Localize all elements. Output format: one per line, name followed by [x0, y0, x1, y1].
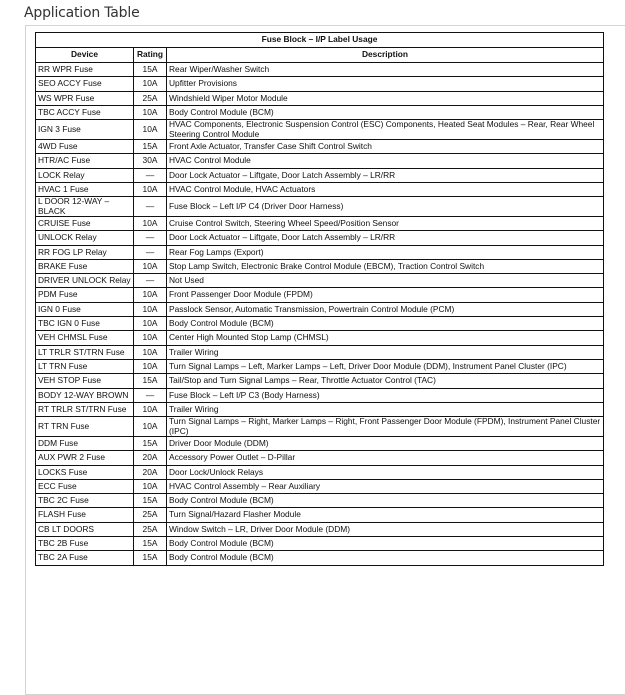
- table-row: [36, 451, 604, 465]
- device-cell: LOCK Relay: [36, 168, 134, 182]
- description-cell: Rear Fog Lamps (Export): [167, 245, 604, 259]
- table-row: [36, 77, 604, 91]
- rating-cell: 10A: [134, 217, 167, 231]
- fuse-block-table: [35, 32, 604, 566]
- table-row: [36, 91, 604, 105]
- description-cell: Body Control Module (BCM): [167, 537, 604, 551]
- table-caption-row: [36, 33, 604, 48]
- rating-cell: 25A: [134, 508, 167, 522]
- device-cell: HVAC 1 Fuse: [36, 182, 134, 196]
- rating-cell: 15A: [134, 140, 167, 154]
- rating-cell: 15A: [134, 374, 167, 388]
- rating-cell: 10A: [134, 120, 167, 140]
- device-cell: DDM Fuse: [36, 436, 134, 450]
- table-row: [36, 140, 604, 154]
- rating-cell: —: [134, 168, 167, 182]
- device-cell: TBC 2A Fuse: [36, 551, 134, 565]
- device-cell: ECC Fuse: [36, 479, 134, 493]
- device-cell: AUX PWR 2 Fuse: [36, 451, 134, 465]
- device-cell: IGN 3 Fuse: [36, 120, 134, 140]
- description-cell: Fuse Block – Left I/P C4 (Driver Door Harness): [167, 197, 604, 217]
- rating-cell: 10A: [134, 402, 167, 416]
- description-cell: Cruise Control Switch, Steering Wheel Speed/Position Sensor: [167, 217, 604, 231]
- table-row: [36, 522, 604, 536]
- table-row: [36, 259, 604, 273]
- rating-cell: 30A: [134, 154, 167, 168]
- rating-cell: 10A: [134, 359, 167, 373]
- table-row: [36, 105, 604, 119]
- device-cell: CB LT DOORS: [36, 522, 134, 536]
- rating-cell: —: [134, 388, 167, 402]
- table-row: [36, 402, 604, 416]
- rating-cell: 10A: [134, 331, 167, 345]
- device-cell: HTR/AC Fuse: [36, 154, 134, 168]
- description-cell: Body Control Module (BCM): [167, 494, 604, 508]
- table-row: [36, 331, 604, 345]
- rating-cell: 15A: [134, 436, 167, 450]
- rating-cell: 10A: [134, 417, 167, 437]
- table-row: [36, 168, 604, 182]
- rating-cell: 10A: [134, 302, 167, 316]
- description-cell: Tail/Stop and Turn Signal Lamps – Rear, Throttle Actuator Control (TAC): [167, 374, 604, 388]
- device-cell: TBC ACCY Fuse: [36, 105, 134, 119]
- table-row: [36, 388, 604, 402]
- description-cell: Turn Signal Lamps – Right, Marker Lamps – Right, Front Passenger Door Module (FPDM), Instrument Panel Cluster (IPC): [167, 417, 604, 437]
- table-row: [36, 302, 604, 316]
- description-cell: Door Lock Actuator – Liftgate, Door Latch Assembly – LR/RR: [167, 231, 604, 245]
- table-row: [36, 436, 604, 450]
- table-body: [36, 63, 604, 566]
- rating-cell: 15A: [134, 63, 167, 77]
- page-title: Application Table: [24, 5, 140, 21]
- description-cell: Upfitter Provisions: [167, 77, 604, 91]
- rating-cell: 10A: [134, 182, 167, 196]
- table-row: [36, 154, 604, 168]
- rating-cell: 10A: [134, 317, 167, 331]
- rating-cell: 20A: [134, 451, 167, 465]
- description-cell: Body Control Module (BCM): [167, 105, 604, 119]
- rating-cell: 10A: [134, 105, 167, 119]
- table-caption: Fuse Block – I/P Label Usage: [36, 33, 604, 48]
- device-cell: TBC IGN 0 Fuse: [36, 317, 134, 331]
- table-row: [36, 231, 604, 245]
- description-cell: Passlock Sensor, Automatic Transmission, Powertrain Control Module (PCM): [167, 302, 604, 316]
- rating-cell: 10A: [134, 77, 167, 91]
- rating-cell: —: [134, 197, 167, 217]
- device-cell: WS WPR Fuse: [36, 91, 134, 105]
- description-cell: Fuse Block – Left I/P C3 (Body Harness): [167, 388, 604, 402]
- description-cell: Front Passenger Door Module (FPDM): [167, 288, 604, 302]
- rating-cell: 10A: [134, 259, 167, 273]
- device-cell: LOCKS Fuse: [36, 465, 134, 479]
- table-row: [36, 537, 604, 551]
- device-cell: L DOOR 12-WAY – BLACK: [36, 197, 134, 217]
- description-cell: HVAC Control Module: [167, 154, 604, 168]
- rating-cell: —: [134, 231, 167, 245]
- table-row: [36, 63, 604, 77]
- table-row: [36, 494, 604, 508]
- device-cell: RR WPR Fuse: [36, 63, 134, 77]
- device-cell: UNLOCK Relay: [36, 231, 134, 245]
- header-description: Description: [167, 48, 604, 63]
- description-cell: Trailer Wiring: [167, 402, 604, 416]
- rating-cell: 15A: [134, 494, 167, 508]
- device-cell: 4WD Fuse: [36, 140, 134, 154]
- table-row: [36, 345, 604, 359]
- table-row: [36, 217, 604, 231]
- device-cell: PDM Fuse: [36, 288, 134, 302]
- description-cell: Body Control Module (BCM): [167, 551, 604, 565]
- description-cell: Body Control Module (BCM): [167, 317, 604, 331]
- table-row: [36, 288, 604, 302]
- description-cell: Turn Signal/Hazard Flasher Module: [167, 508, 604, 522]
- description-cell: HVAC Control Module, HVAC Actuators: [167, 182, 604, 196]
- description-cell: HVAC Control Assembly – Rear Auxiliary: [167, 479, 604, 493]
- description-cell: Front Axle Actuator, Transfer Case Shift Control Switch: [167, 140, 604, 154]
- header-rating: Rating: [134, 48, 167, 63]
- description-cell: Not Used: [167, 274, 604, 288]
- rating-cell: —: [134, 274, 167, 288]
- rating-cell: 25A: [134, 91, 167, 105]
- table-row: [36, 551, 604, 565]
- table-header-row: [36, 48, 604, 63]
- table-row: [36, 417, 604, 437]
- device-cell: VEH STOP Fuse: [36, 374, 134, 388]
- device-cell: TBC 2C Fuse: [36, 494, 134, 508]
- device-cell: TBC 2B Fuse: [36, 537, 134, 551]
- table-row: [36, 197, 604, 217]
- device-cell: BODY 12-WAY BROWN: [36, 388, 134, 402]
- description-cell: Driver Door Module (DDM): [167, 436, 604, 450]
- table-row: [36, 120, 604, 140]
- table-row: [36, 317, 604, 331]
- device-cell: LT TRLR ST/TRN Fuse: [36, 345, 134, 359]
- description-cell: Door Lock/Unlock Relays: [167, 465, 604, 479]
- table-row: [36, 374, 604, 388]
- table-row: [36, 359, 604, 373]
- device-cell: IGN 0 Fuse: [36, 302, 134, 316]
- description-cell: Trailer Wiring: [167, 345, 604, 359]
- device-cell: VEH CHMSL Fuse: [36, 331, 134, 345]
- header-device: Device: [36, 48, 134, 63]
- rating-cell: 25A: [134, 522, 167, 536]
- table-row: [36, 274, 604, 288]
- table-row: [36, 479, 604, 493]
- table-row: [36, 465, 604, 479]
- rating-cell: 10A: [134, 479, 167, 493]
- description-cell: HVAC Components, Electronic Suspension Control (ESC) Components, Heated Seat Modules – Rear, Rear Wheel Steering Control Module: [167, 120, 604, 140]
- description-cell: Windshield Wiper Motor Module: [167, 91, 604, 105]
- device-cell: RT TRLR ST/TRN Fuse: [36, 402, 134, 416]
- device-cell: CRUISE Fuse: [36, 217, 134, 231]
- rating-cell: —: [134, 245, 167, 259]
- description-cell: Rear Wiper/Washer Switch: [167, 63, 604, 77]
- description-cell: Door Lock Actuator – Liftgate, Door Latch Assembly – LR/RR: [167, 168, 604, 182]
- device-cell: SEO ACCY Fuse: [36, 77, 134, 91]
- device-cell: FLASH Fuse: [36, 508, 134, 522]
- device-cell: RR FOG LP Relay: [36, 245, 134, 259]
- rating-cell: 20A: [134, 465, 167, 479]
- table-row: [36, 508, 604, 522]
- description-cell: Window Switch – LR, Driver Door Module (DDM): [167, 522, 604, 536]
- table-row: [36, 245, 604, 259]
- rating-cell: 15A: [134, 537, 167, 551]
- rating-cell: 15A: [134, 551, 167, 565]
- device-cell: RT TRN Fuse: [36, 417, 134, 437]
- rating-cell: 10A: [134, 345, 167, 359]
- device-cell: DRIVER UNLOCK Relay: [36, 274, 134, 288]
- description-cell: Accessory Power Outlet – D-Pillar: [167, 451, 604, 465]
- description-cell: Stop Lamp Switch, Electronic Brake Control Module (EBCM), Traction Control Switch: [167, 259, 604, 273]
- device-cell: BRAKE Fuse: [36, 259, 134, 273]
- rating-cell: 10A: [134, 288, 167, 302]
- table-row: [36, 182, 604, 196]
- device-cell: LT TRN Fuse: [36, 359, 134, 373]
- description-cell: Turn Signal Lamps – Left, Marker Lamps – Left, Driver Door Module (DDM), Instrument Panel Cluster (IPC): [167, 359, 604, 373]
- description-cell: Center High Mounted Stop Lamp (CHMSL): [167, 331, 604, 345]
